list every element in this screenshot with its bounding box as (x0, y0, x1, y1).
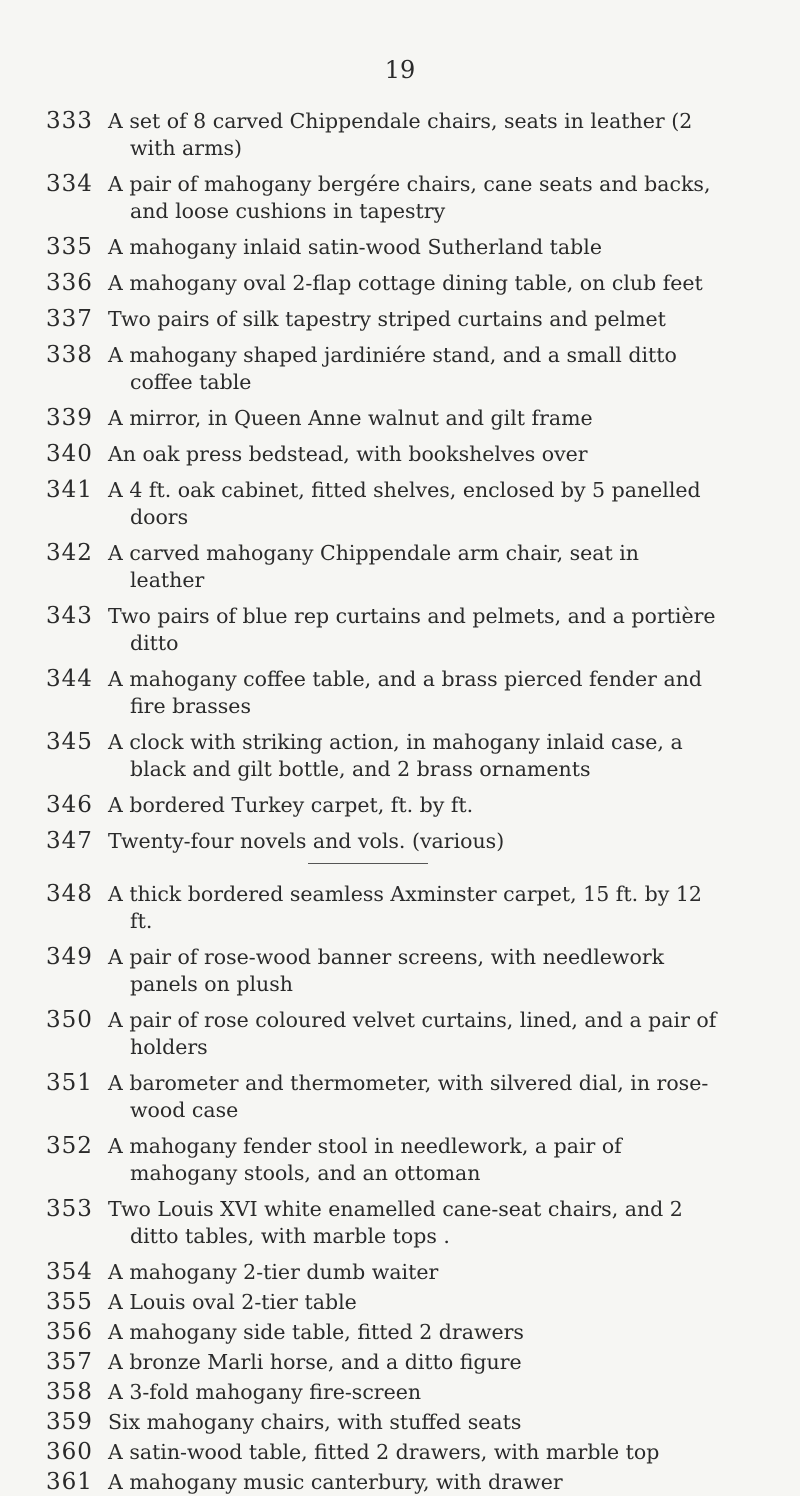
lot-description: A mahogany oval 2-flap cottage dining table, on club feet (108, 271, 703, 295)
lot-entry-361 (0, 1469, 800, 1496)
lot-entry-335 (0, 234, 800, 261)
lot-number: 337 (46, 306, 93, 332)
lot-number: 357 (46, 1349, 93, 1375)
lot-entry-334 (0, 171, 800, 225)
lot-list (0, 108, 800, 1496)
lot-entry-354 (0, 1259, 800, 1286)
lot-entry-360 (0, 1439, 800, 1466)
lot-entry-344 (0, 666, 800, 720)
lot-number: 344 (46, 666, 93, 692)
lot-description: A mahogany music canterbury, with drawer (108, 1470, 563, 1494)
lot-number: 361 (46, 1469, 93, 1495)
lot-description: A 4 ft. oak cabinet, fitted shelves, enclosed by 5 panelled doors (108, 478, 701, 529)
lot-entry-333 (0, 108, 800, 162)
lot-description: A carved mahogany Chippendale arm chair, seat in leather (108, 541, 640, 592)
lot-number: 360 (46, 1439, 93, 1465)
lot-number: 341 (46, 477, 93, 503)
lot-description: A bordered Turkey carpet, ft. by ft. (108, 793, 474, 817)
lot-description: An oak press bedstead, with bookshelves over (108, 442, 588, 466)
lot-entry-340 (0, 441, 800, 468)
lot-description: Six mahogany chairs, with stuffed seats (108, 1410, 522, 1434)
lot-number: 356 (46, 1319, 93, 1345)
lot-number: 339 (46, 405, 93, 431)
lot-entry-342 (0, 540, 800, 594)
lot-entry-358 (0, 1379, 800, 1406)
lot-entry-347 (0, 828, 800, 864)
lot-entry-338 (0, 342, 800, 396)
lot-description: Twenty-four novels and vols. (various) (108, 829, 505, 853)
lot-description: A pair of rose-wood banner screens, with needlework panels on plush (108, 945, 665, 996)
lot-entry-349 (0, 944, 800, 998)
lot-number: 334 (46, 171, 93, 197)
lot-entry-341 (0, 477, 800, 531)
lot-entry-350 (0, 1007, 800, 1061)
lot-number: 343 (46, 603, 93, 629)
lot-number: 349 (46, 944, 93, 970)
lot-entry-356 (0, 1319, 800, 1346)
lot-entry-355 (0, 1289, 800, 1316)
lot-number: 336 (46, 270, 93, 296)
lot-description: A 3-fold mahogany fire-screen (108, 1380, 422, 1404)
lot-description: A clock with striking action, in mahogany inlaid case, a black and gilt bottle, and 2 brass ornaments (108, 730, 683, 781)
lot-description: A thick bordered seamless Axminster carpet, 15 ft. by 12 ft. (108, 882, 702, 933)
lot-description: A bronze Marli horse, and a ditto figure (108, 1350, 522, 1374)
lot-description: A Louis oval 2-tier table (108, 1290, 357, 1314)
lot-description: Two pairs of silk tapestry striped curtains and pelmet (108, 307, 666, 331)
lot-description: A mahogany side table, fitted 2 drawers (108, 1320, 524, 1344)
lot-entry-337 (0, 306, 800, 333)
lot-number: 335 (46, 234, 93, 260)
lot-number: 348 (46, 881, 93, 907)
lot-description: Two Louis XVI white enamelled cane-seat chairs, and 2 ditto tables, with marble tops . (108, 1197, 683, 1248)
lot-number: 338 (46, 342, 93, 368)
lot-description: A pair of mahogany bergére chairs, cane seats and backs, and loose cushions in tapestry (108, 172, 711, 223)
lot-number: 358 (46, 1379, 93, 1405)
lot-entry-346 (0, 792, 800, 819)
lot-description: A satin-wood table, fitted 2 drawers, with marble top (108, 1440, 660, 1464)
lot-entry-353 (0, 1196, 800, 1250)
lot-description: A mahogany coffee table, and a brass pierced fender and fire brasses (108, 667, 703, 718)
lot-number: 340 (46, 441, 93, 467)
lot-number: 350 (46, 1007, 93, 1033)
lot-number: 345 (46, 729, 93, 755)
lot-entry-359 (0, 1409, 800, 1436)
lot-number: 355 (46, 1289, 93, 1315)
lot-description: A mahogany fender stool in needlework, a pair of mahogany stools, and an ottoman (108, 1134, 622, 1185)
lot-description: A barometer and thermometer, with silvered dial, in rose-wood case (108, 1071, 709, 1122)
lot-description: A mahogany shaped jardiniére stand, and a small ditto coffee table (108, 343, 677, 394)
lot-entry-352 (0, 1133, 800, 1187)
lot-entry-339 (0, 405, 800, 432)
lot-entry-345 (0, 729, 800, 783)
lot-description: A mirror, in Queen Anne walnut and gilt frame (108, 406, 593, 430)
lot-description: Two pairs of blue rep curtains and pelmets, and a portière ditto (108, 604, 716, 655)
lot-entry-343 (0, 603, 800, 657)
lot-number: 359 (46, 1409, 93, 1435)
lot-description: A pair of rose coloured velvet curtains, lined, and a pair of holders (108, 1008, 717, 1059)
lot-number: 347 (46, 828, 93, 854)
lot-entry-351 (0, 1070, 800, 1124)
lot-number: 342 (46, 540, 93, 566)
lot-entry-336 (0, 270, 800, 297)
lot-number: 333 (46, 108, 93, 134)
lot-number: 353 (46, 1196, 93, 1222)
lot-description: A mahogany inlaid satin-wood Sutherland table (108, 235, 602, 259)
lot-entry-348 (0, 881, 800, 935)
page-number: 19 (384, 56, 416, 84)
lot-entry-357 (0, 1349, 800, 1376)
lot-number: 354 (46, 1259, 93, 1285)
lot-number: 346 (46, 792, 93, 818)
lot-description: A mahogany 2-tier dumb waiter (108, 1260, 439, 1284)
lot-number: 352 (46, 1133, 93, 1159)
lot-number: 351 (46, 1070, 93, 1096)
section-divider (308, 863, 428, 864)
lot-description: A set of 8 carved Chippendale chairs, seats in leather (2 with arms) (108, 109, 693, 160)
